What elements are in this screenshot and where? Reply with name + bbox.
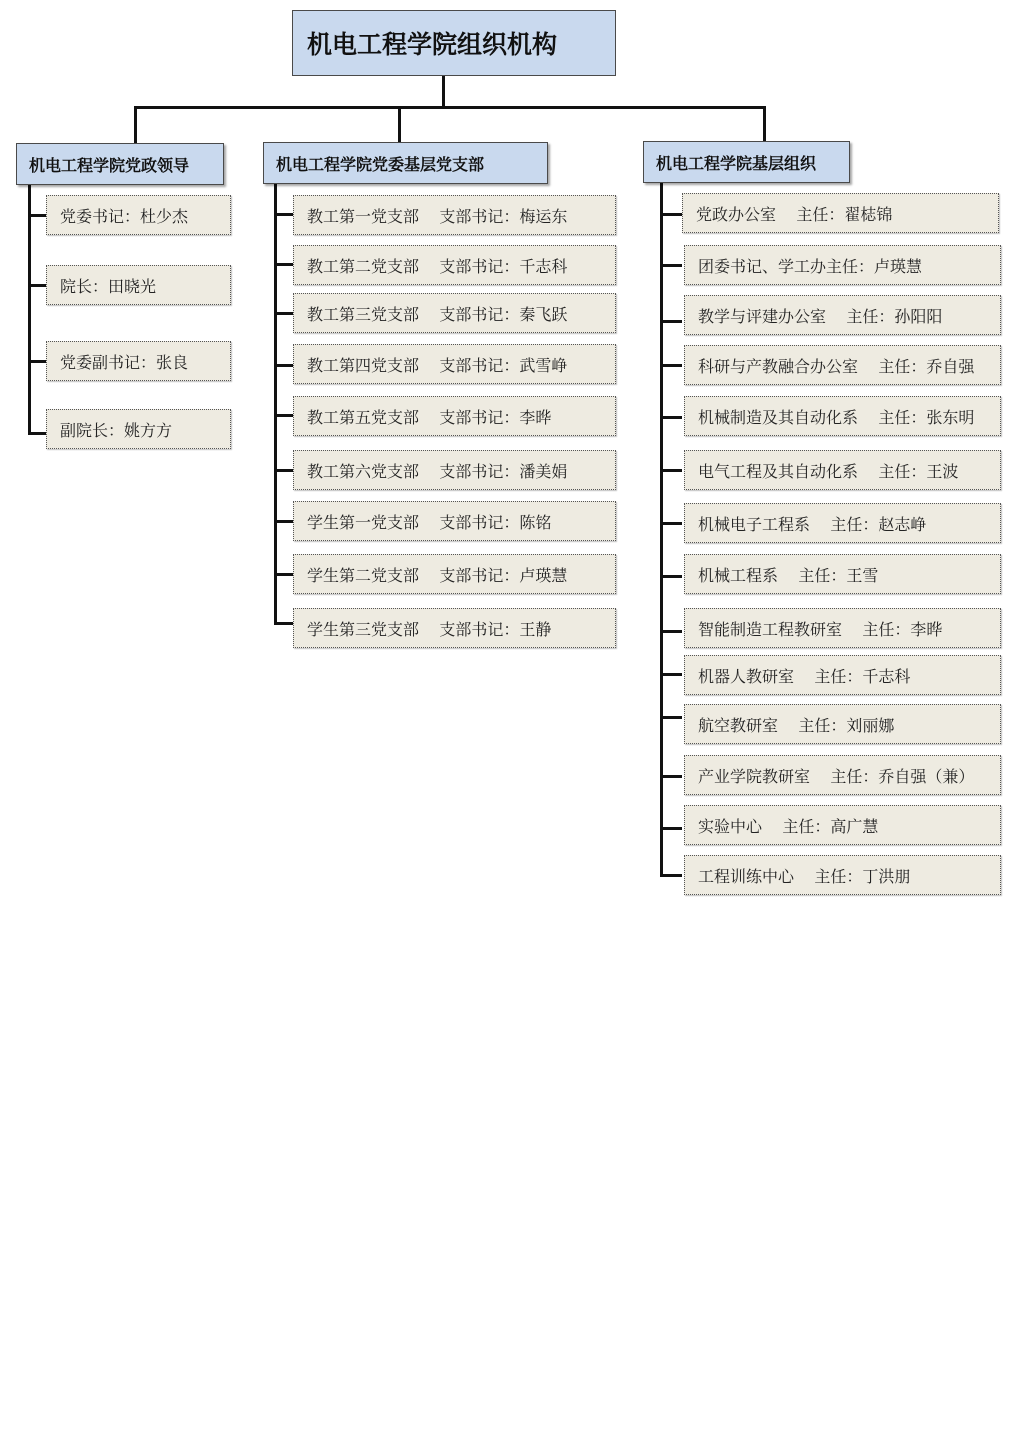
header-party-branches: 机电工程学院党委基层党支部	[263, 142, 548, 184]
organization-item: 科研与产教融合办公室 主任：乔自强	[684, 345, 1001, 385]
party-branch-item: 学生第三党支部 支部书记：王静	[293, 608, 616, 648]
party-branch-item: 教工第二党支部 支部书记：千志科	[293, 245, 616, 285]
organization-item: 机械电子工程系 主任：赵志峥	[684, 503, 1001, 543]
drop-line-col1	[134, 106, 137, 144]
branch-tick	[274, 213, 293, 216]
organization-item: 智能制造工程教研室 主任：李晔	[684, 608, 1001, 648]
party-branch-item: 学生第一党支部 支部书记：陈铭	[293, 501, 616, 541]
branch-tick	[660, 775, 682, 778]
branch-tick	[660, 630, 682, 633]
branch-tick	[274, 622, 293, 625]
branch-tick	[660, 716, 682, 719]
branch-tick	[274, 573, 293, 576]
organization-item: 团委书记、学工办主任：卢瑛慧	[684, 245, 1001, 285]
branch-tick	[660, 213, 682, 216]
branch-tick	[274, 520, 293, 523]
branch-tick	[274, 312, 293, 315]
organization-item: 教学与评建办公室 主任：孙阳阳	[684, 295, 1001, 335]
spine-col3	[660, 183, 663, 877]
organization-item: 党政办公室 主任：翟梽锦	[682, 193, 999, 233]
leader-item: 副院长：姚方方	[46, 409, 231, 449]
branch-tick	[660, 264, 682, 267]
branch-tick	[28, 214, 46, 217]
root-connector-line	[442, 76, 445, 108]
branch-tick	[660, 673, 682, 676]
party-branch-item: 教工第一党支部 支部书记：梅运东	[293, 195, 616, 235]
organization-item: 电气工程及其自动化系 主任：王波	[684, 450, 1001, 490]
branch-tick	[660, 874, 682, 877]
drop-line-col2	[398, 106, 401, 142]
organization-item: 机械制造及其自动化系 主任：张东明	[684, 396, 1001, 436]
branch-tick	[660, 469, 682, 472]
header-grassroots-organizations: 机电工程学院基层组织	[643, 141, 850, 183]
branch-tick	[660, 575, 682, 578]
branch-tick	[660, 827, 682, 830]
party-branch-item: 教工第五党支部 支部书记：李晔	[293, 396, 616, 436]
party-branch-item: 教工第六党支部 支部书记：潘美娟	[293, 450, 616, 490]
party-branch-item: 教工第三党支部 支部书记：秦飞跃	[293, 293, 616, 333]
branch-tick	[660, 364, 682, 367]
organization-item: 机器人教研室 主任：千志科	[684, 655, 1001, 695]
party-branch-item: 学生第二党支部 支部书记：卢瑛慧	[293, 554, 616, 594]
branch-tick	[28, 432, 46, 435]
party-branch-item: 教工第四党支部 支部书记：武雪峥	[293, 344, 616, 384]
branch-tick	[660, 320, 682, 323]
branch-tick	[28, 360, 46, 363]
leader-item: 院长：田晓光	[46, 265, 231, 305]
spine-col2	[274, 184, 277, 625]
header-leadership: 机电工程学院党政领导	[16, 143, 224, 185]
organization-item: 航空教研室 主任：刘丽娜	[684, 704, 1001, 744]
organization-item: 产业学院教研室 主任：乔自强（兼）	[684, 755, 1001, 795]
org-chart-title: 机电工程学院组织机构	[292, 10, 616, 76]
organization-item: 工程训练中心 主任：丁洪朋	[684, 855, 1001, 895]
horizontal-connector-line	[134, 106, 766, 109]
branch-tick	[660, 522, 682, 525]
organization-item: 机械工程系 主任：王雪	[684, 554, 1001, 594]
drop-line-col3	[763, 106, 766, 142]
branch-tick	[28, 284, 46, 287]
branch-tick	[274, 364, 293, 367]
branch-tick	[274, 469, 293, 472]
spine-col1	[28, 185, 31, 435]
branch-tick	[274, 263, 293, 266]
leader-item: 党委副书记：张良	[46, 341, 231, 381]
organization-item: 实验中心 主任：高广慧	[684, 805, 1001, 845]
leader-item: 党委书记：杜少杰	[46, 195, 231, 235]
branch-tick	[660, 416, 682, 419]
branch-tick	[274, 414, 293, 417]
